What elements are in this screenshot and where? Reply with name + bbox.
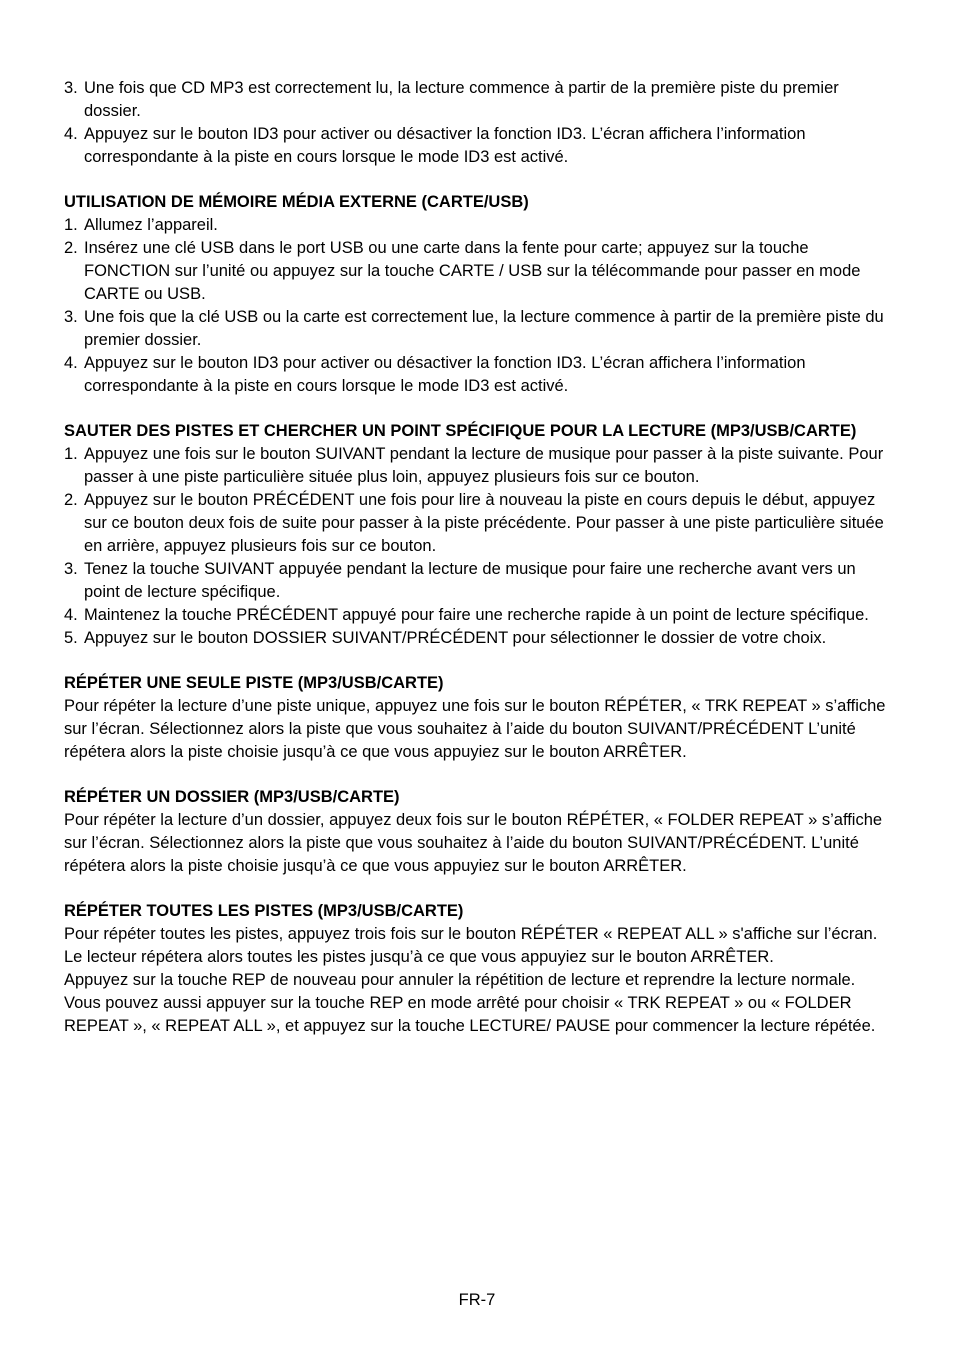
paragraph: Appuyez sur la touche REP de nouveau pour annuler la répétition de lecture et reprendre la lecture normale. <box>64 971 856 989</box>
list-number: 1. <box>64 216 78 234</box>
paragraph: Pour répéter la lecture d’un dossier, appuyez deux fois sur le bouton RÉPÉTER, « FOLDER REPEAT » s’affiche sur l’écran. Sélectionnez alors la piste que vous souhaitez à l’aide du bouton SUIVANT/PRÉCÉDENT. L’unité répétera alors la piste choisie jusqu’à ce que vous appuyiez sur le bouton ARRÊTER. <box>64 811 883 875</box>
list-number: 3. <box>64 560 78 578</box>
list-number: 2. <box>64 239 78 257</box>
section-repeat-folder <box>64 786 896 878</box>
list-item <box>64 558 896 604</box>
section-cd-mp3-playback <box>64 77 896 169</box>
list-item <box>64 604 896 627</box>
list-item <box>64 306 896 352</box>
list-text: Allumez l’appareil. <box>84 216 218 234</box>
page-number: FR-7 <box>458 1291 496 1309</box>
list-number: 1. <box>64 445 78 463</box>
list-item <box>64 77 896 123</box>
list-text: Appuyez sur le bouton PRÉCÉDENT une fois pour lire à nouveau la piste en cours depuis le début, appuyez sur ce bouton deux fois de suite pour passer à la piste précédente. Pour passer à une piste particulière située en arrière, appuyez plusieurs fois sur ce bouton. <box>84 491 884 555</box>
list-item <box>64 352 896 398</box>
list-number: 4. <box>64 125 78 143</box>
list-text: Appuyez sur le bouton ID3 pour activer ou désactiver la fonction ID3. L’écran affichera l’information correspondante à la piste en cours lorsque le mode ID3 est activé. <box>84 354 806 395</box>
list-item <box>64 237 896 306</box>
paragraph: Vous pouvez aussi appuyer sur la touche REP en mode arrêté pour choisir « TRK REPEAT » ou « FOLDER REPEAT », « REPEAT ALL », et appuyez sur la touche LECTURE/ PAUSE pour commencer la lecture répétée. <box>64 994 876 1035</box>
list-text: Maintenez la touche PRÉCÉDENT appuyé pour faire une recherche rapide à un point de lecture spécifique. <box>84 606 869 624</box>
list-text: Appuyez une fois sur le bouton SUIVANT pendant la lecture de musique pour passer à la piste suivante. Pour passer à une piste particulière située plus loin, appuyez plusieurs fois sur ce bouton. <box>84 445 884 486</box>
section-heading: UTILISATION DE MÉMOIRE MÉDIA EXTERNE (CARTE/USB) <box>64 193 529 211</box>
list-number: 3. <box>64 308 78 326</box>
list-item <box>64 214 896 237</box>
list-item <box>64 443 896 489</box>
list-text: Appuyez sur le bouton DOSSIER SUIVANT/PRÉCÉDENT pour sélectionner le dossier de votre choix. <box>84 629 827 647</box>
list-text: Insérez une clé USB dans le port USB ou une carte dans la fente pour carte; appuyez sur la touche FONCTION sur l’unité ou appuyez sur la touche CARTE / USB sur la télécommande pour passer en mode CARTE ou USB. <box>84 239 861 303</box>
list-number: 3. <box>64 79 78 97</box>
list-number: 4. <box>64 354 78 372</box>
section-skip-search <box>64 420 896 650</box>
list-number: 5. <box>64 629 78 647</box>
section-heading: RÉPÉTER TOUTES LES PISTES (MP3/USB/CARTE) <box>64 902 464 920</box>
list-text: Appuyez sur le bouton ID3 pour activer ou désactiver la fonction ID3. L’écran affichera l’information correspondante à la piste en cours lorsque le mode ID3 est activé. <box>84 125 806 166</box>
section-repeat-track <box>64 672 896 764</box>
list-number: 2. <box>64 491 78 509</box>
list-text: Tenez la touche SUIVANT appuyée pendant la lecture de musique pour faire une recherche avant vers un point de lecture spécifique. <box>84 560 856 601</box>
list-item <box>64 627 896 650</box>
section-external-media <box>64 191 896 398</box>
list-text: Une fois que la clé USB ou la carte est correctement lue, la lecture commence à partir de la première piste du premier dossier. <box>84 308 884 349</box>
list-item <box>64 123 896 169</box>
section-repeat-all <box>64 900 896 1038</box>
document-page <box>64 77 896 1060</box>
section-heading: RÉPÉTER UNE SEULE PISTE (MP3/USB/CARTE) <box>64 674 444 692</box>
list-number: 4. <box>64 606 78 624</box>
section-heading: RÉPÉTER UN DOSSIER (MP3/USB/CARTE) <box>64 788 400 806</box>
list-item <box>64 489 896 558</box>
paragraph: Pour répéter la lecture d’une piste unique, appuyez une fois sur le bouton RÉPÉTER, « TRK REPEAT » s’affiche sur l’écran. Sélectionnez alors la piste que vous souhaitez à l’aide du bouton SUIVANT/PRÉCÉDENT L’unité répétera alors la piste choisie jusqu’à ce que vous appuyiez sur le bouton ARRÊTER. <box>64 697 886 761</box>
list-text: Une fois que CD MP3 est correctement lu, la lecture commence à partir de la première piste du premier dossier. <box>84 79 839 120</box>
section-heading: SAUTER DES PISTES ET CHERCHER UN POINT SPÉCIFIQUE POUR LA LECTURE (MP3/USB/CARTE) <box>64 422 857 440</box>
paragraph: Pour répéter toutes les pistes, appuyez trois fois sur le bouton RÉPÉTER « REPEAT ALL » s'affiche sur l’écran. Le lecteur répétera alors toutes les pistes jusqu’à ce que vous appuyiez sur le bouton ARRÊTER. <box>64 925 878 966</box>
